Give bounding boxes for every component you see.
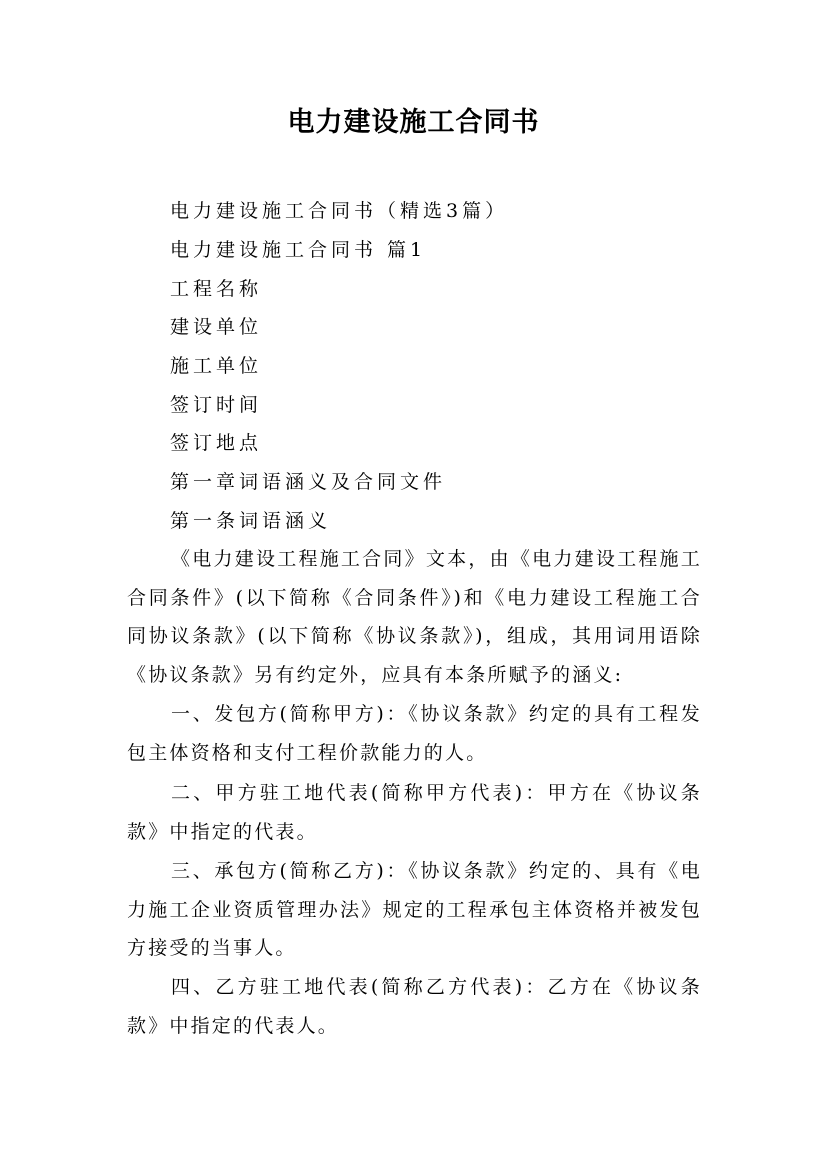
field-signing-date: 签订时间 bbox=[170, 394, 263, 416]
body-paragraph-employer-representative: 二、甲方驻工地代表(简称甲方代表)：甲方在《协议条款》中指定的代表。 bbox=[127, 782, 702, 843]
chapter-heading: 第一章词语涵义及合同文件 bbox=[170, 471, 447, 493]
body-paragraph-contractor-representative: 四、乙方驻工地代表(简称乙方代表)：乙方在《协议条款》中指定的代表人。 bbox=[127, 976, 702, 1037]
article-heading: 第一条词语涵义 bbox=[170, 510, 332, 532]
field-signing-place: 签订地点 bbox=[170, 432, 263, 454]
body-paragraph-contractor: 三、承包方(简称乙方)：《协议条款》约定的、具有《电力施工企业资质管理办法》规定的工程承包主体资格并被发包方接受的当事人。 bbox=[127, 860, 702, 960]
field-contractor-unit: 施工单位 bbox=[170, 355, 263, 377]
subtitle-line: 电力建设施工合同书（精选3篇） bbox=[170, 200, 509, 222]
field-construction-unit: 建设单位 bbox=[170, 316, 263, 338]
field-project-name: 工程名称 bbox=[170, 278, 263, 300]
section-heading: 电力建设施工合同书 篇1 bbox=[170, 239, 427, 261]
body-paragraph-employer: 一、发包方(简称甲方)：《协议条款》约定的具有工程发包主体资格和支付工程价款能力的人。 bbox=[127, 703, 702, 764]
document-title: 电力建设施工合同书 bbox=[287, 107, 540, 138]
body-paragraph-definition: 《电力建设工程施工合同》文本，由《电力建设工程施工合同条件》(以下简称《合同条件》)和《电力建设工程施工合同协议条款》(以下简称《协议条款》)，组成，其用词用语除《协议条款》另有约定外，应具有本条所赋予的涵义: bbox=[127, 548, 702, 686]
